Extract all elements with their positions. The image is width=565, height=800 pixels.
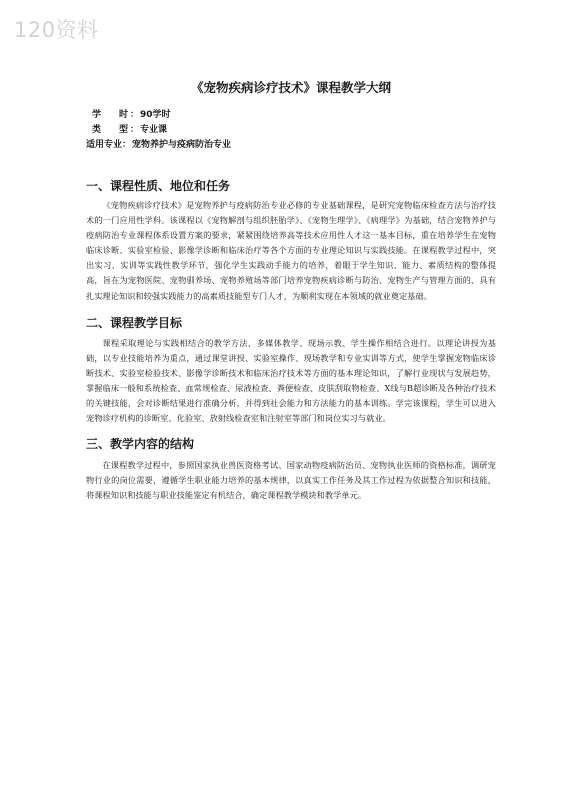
meta-row-hours — [86, 108, 496, 123]
meta-value-major: 宠物养护与疫病防治专业 — [132, 140, 232, 150]
document-title: 《宠物疾病诊疗技术》课程教学大纲 — [190, 80, 391, 95]
meta-value-type: 专业课 — [140, 125, 168, 135]
meta-colon: ： — [130, 110, 140, 120]
section-body-objectives: 课程采取理论与实践相结合的教学方法，多媒体教学、现场示教、学生操作相结合进行。以理论讲授为基础，以专业技能培养为重点，通过课堂讲授、实验室操作、现场教学和专业实训等方式，使学生掌握宠物临床诊断技术、实验室检验技术、影像学诊断技术和临床治疗技术等方面的基本理论知识，了解行业现状与发展趋势，掌握临床一般和系统检查、血常规检查、尿液检查、粪便检查、皮肤刮取物检查、X线与B超诊断及各种治疗技术的关键技能，会对诊断结果进行准确分析，并得到社会能力和方法能力的基本训练。学完该课程，学生可以进入宠物诊疗机构的诊断室、化验室、放射线检查室和注射室等部门和岗位实习与就业。 — [86, 337, 496, 424]
meta-key-major: 适用专业 — [86, 140, 123, 150]
section-body-nature: 《宠物疾病诊疗技术》是宠物养护与疫病防治专业必修的专业基础课程，是研究宠物临床检查方法与治疗技术的一门应用性学科。该课程以《宠物解剖与组织胚胎学》、《宠物生理学》、《病理学》为基础，结合宠物养护与疫病防治专业课程体系设置方案的要求，紧紧围绕培养高等技术应用性人才这一基本目标，重在培养学生在宠物临床诊断、实验室检验、影像学诊断和临床治疗等各个方面的专业理论知识与实践技能。在课程教学过程中，突出实习、实训等实践性教学环节，强化学生实践动手能力的培养，着眼于学生知识、能力、素质结构的整体提高，旨在为宠物医院、宠物驯养场、宠物养殖场等部门培养宠物疾病诊断与防治、宠物生产与管理方面的、具有扎实理论知识和较强实践能力的高素质技能型专门人才，为顺利实现在本领域的就业奠定基础。 — [86, 200, 496, 301]
section-heading-nature: 一、课程性质、地位和任务 — [86, 179, 231, 193]
course-meta — [86, 108, 496, 153]
meta-colon: ： — [122, 140, 132, 150]
meta-colon: ： — [130, 125, 140, 135]
watermark-logo: 120资料 — [14, 18, 99, 42]
meta-value-hours: 90学时 — [140, 110, 171, 120]
meta-key-type: 类 型 — [92, 125, 128, 135]
meta-row-major — [86, 138, 496, 153]
document-page — [86, 78, 496, 504]
section-heading-structure: 三、教学内容的结构 — [86, 437, 195, 452]
section-heading-objectives: 二、课程教学目标 — [86, 315, 183, 330]
meta-key-hours: 学 时 — [92, 110, 128, 120]
section-body-structure: 在课程教学过程中，参照国家执业兽医资格考试、国家动物疫病防治员、宠物执业医师的资格标准，调研宠物行业的岗位需要，遵循学生职业能力培养的基本规律，以真实工作任务及其工作过程为依据整合知识和技能，将课程知识和技能与职业技能鉴定有机结合，确定课程教学模块和教学单元。 — [86, 460, 496, 501]
meta-row-type — [86, 123, 496, 138]
